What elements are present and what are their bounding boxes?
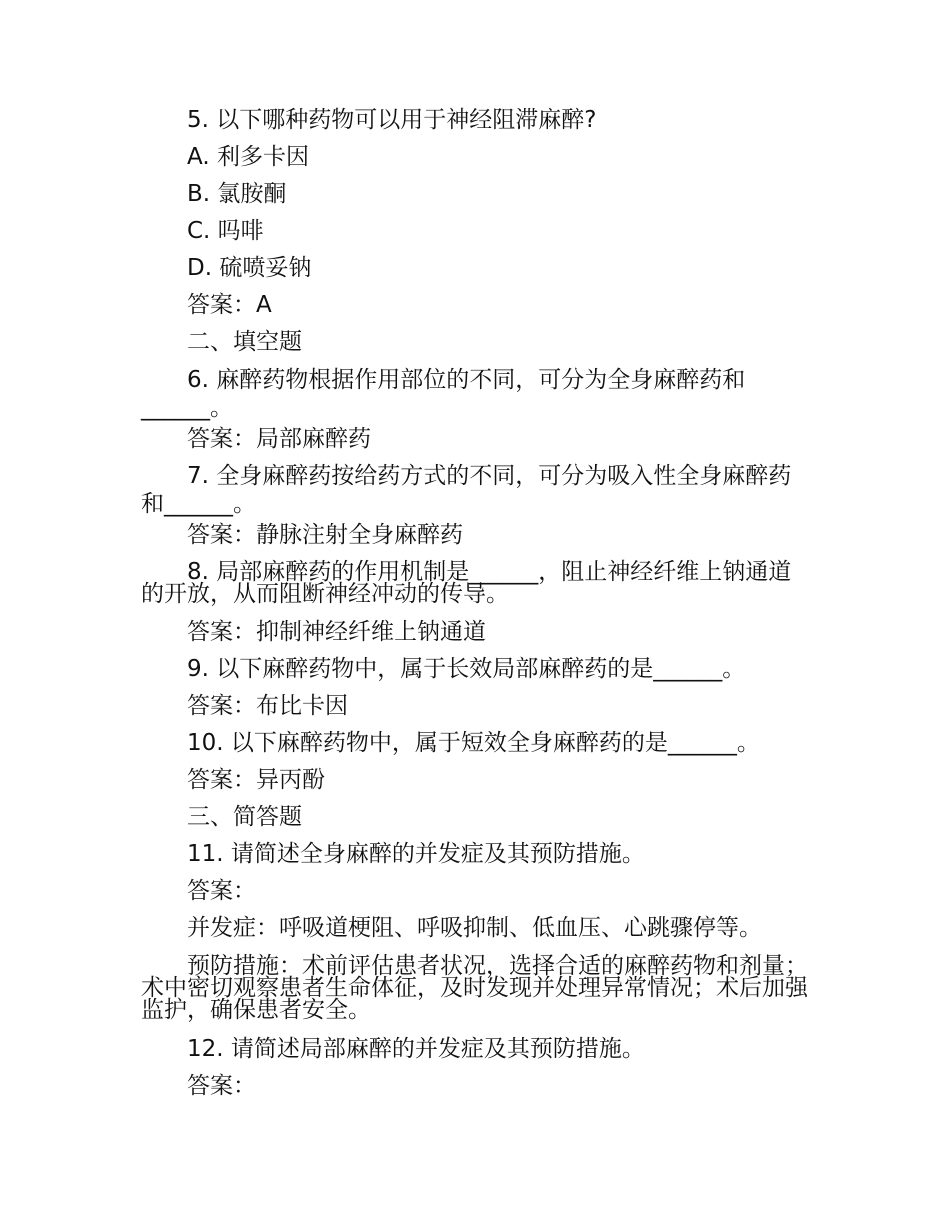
question-9-stem: 9. 以下麻醉药物中，属于长效局部麻醉药的是______。 (187, 656, 746, 682)
question-6-stem: 6. 麻醉药物根据作用部位的不同，可分为全身麻醉药和______。 (141, 367, 746, 421)
question-11-stem: 11. 请简述全身麻醉的并发症及其预防措施。 (187, 841, 645, 867)
question-5-option-a: A. 利多卡因 (187, 144, 309, 170)
question-7-stem: 7. 全身麻醉药按给药方式的不同，可分为吸入性全身麻醉药和______。 (141, 463, 792, 517)
question-5-option-c: C. 吗啡 (187, 218, 264, 244)
question-9-answer: 答案：布比卡因 (187, 693, 348, 719)
question-11-prevention: 预防措施：术前评估患者状况，选择合适的麻醉药物和剂量；术中密切观察患者生命体征，及时发现并处理异常情况；术后加强监护，确保患者安全。 (141, 953, 808, 1023)
question-5-stem: 5. 以下哪种药物可以用于神经阻滞麻醉? (187, 107, 597, 133)
question-5-option-b: B. 氯胺酮 (187, 181, 287, 207)
question-12-stem: 12. 请简述局部麻醉的并发症及其预防措施。 (187, 1036, 645, 1062)
question-10-stem: 10. 以下麻醉药物中，属于短效全身麻醉药的是______。 (187, 730, 760, 756)
question-11-answer-label: 答案： (187, 878, 256, 904)
question-11-complications: 并发症：呼吸道梗阻、呼吸抑制、低血压、心跳骤停等。 (187, 915, 762, 941)
question-12-answer-label: 答案： (187, 1073, 256, 1099)
section-fill-in-heading: 二、填空题 (187, 329, 302, 355)
question-7-answer: 答案：静脉注射全身麻醉药 (187, 522, 463, 548)
question-5-answer: 答案：A (187, 292, 272, 318)
question-10-answer: 答案：异丙酚 (187, 767, 325, 793)
question-5-option-d: D. 硫喷妥钠 (187, 255, 312, 281)
section-short-answer-heading: 三、简答题 (187, 804, 302, 830)
question-8-answer: 答案：抑制神经纤维上钠通道 (187, 619, 486, 645)
question-8-stem: 8. 局部麻醉药的作用机制是______，阻止神经纤维上钠通道的开放，从而阻断神经冲动的传导。 (141, 559, 792, 607)
question-6-answer: 答案：局部麻醉药 (187, 426, 371, 452)
